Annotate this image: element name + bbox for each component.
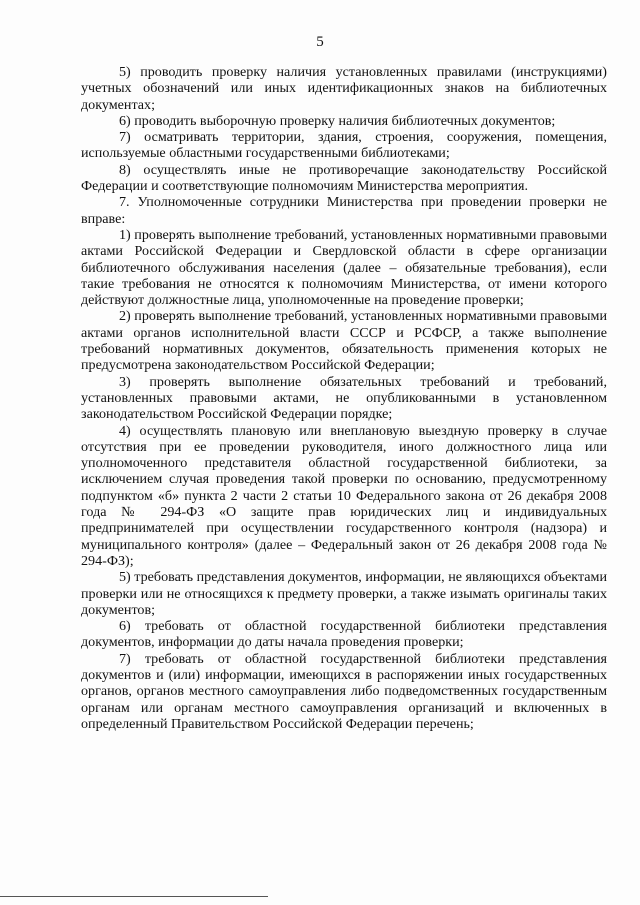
paragraph: 3) проверять выполнение обязательных требований и требований, установленных правовыми актами, не опубликованными в установленном законодательством Российской Федерации порядке;	[81, 373, 607, 423]
document-body	[81, 64, 607, 732]
paragraph: 7) требовать от областной государственной библиотеки представления документов и (или) информации, имеющихся в распоряжении иных государственных органов, органов местного самоуправления либо подведомственных государственным органам или органам местного самоуправления организаций и включенных в определенный Правительством Российской Федерации перечень;	[81, 650, 607, 732]
footer-divider	[0, 896, 268, 897]
section-heading-paragraph: 7. Уполномоченные сотрудники Министерства при проведении проверки не вправе:	[81, 194, 607, 227]
paragraph: 2) проверять выполнение требований, установленных нормативными правовыми актами органов исполнительной власти СССР и РСФСР, а также выполнение требований нормативных документов, обязательность применения которых не предусмотрена законодательством Российской Федерации;	[81, 308, 607, 374]
paragraph: 6) требовать от областной государственной библиотеки представления документов, информации до даты начала проведения проверки;	[81, 618, 607, 651]
paragraph: 8) осуществлять иные не противоречащие законодательству Российской Федерации и соответствующие полномочиям Министерства мероприятия.	[81, 161, 607, 195]
paragraph: 5) проводить проверку наличия установленных правилами (инструкциями) учетных обозначений или иных идентификационных знаков на библиотечных документах;	[81, 64, 607, 113]
paragraph: 1) проверять выполнение требований, установленных нормативными правовыми актами Российской Федерации и Свердловской области в сфере организации библиотечного обслуживания населения (далее – обязательные требования), если такие требования не относятся к полномочиям Министерства, от имени которого действуют должностные лица, уполномоченные на проведение проверки;	[81, 226, 607, 309]
paragraph: 5) требовать представления документов, информации, не являющихся объектами проверки или не относящихся к предмету проверки, а также изымать оригиналы таких документов;	[81, 569, 607, 618]
paragraph: 7) осматривать территории, здания, строения, сооружения, помещения, используемые областными государственными библиотеками;	[81, 129, 607, 162]
page-number: 5	[316, 34, 324, 50]
paragraph: 6) проводить выборочную проверку наличия библиотечных документов;	[119, 112, 556, 129]
paragraph: 4) осуществлять плановую или внеплановую выездную проверку в случае отсутствия при ее проведении руководителя, иного должностного лица или уполномоченного представителя областной государственной библиотеки, за исключением случая проведения такой проверки по основанию, предусмотренному подпунктом «б» пункта 2 части 2 статьи 10 Федерального закона от 26 декабря 2008 года № 294-ФЗ «О защите прав юридических лиц и индивидуальных предпринимателей при осуществлении государственного контроля (надзора) и муниципального контроля» (далее – Федеральный закон от 26 декабря 2008 года № 294-ФЗ);	[81, 422, 607, 569]
